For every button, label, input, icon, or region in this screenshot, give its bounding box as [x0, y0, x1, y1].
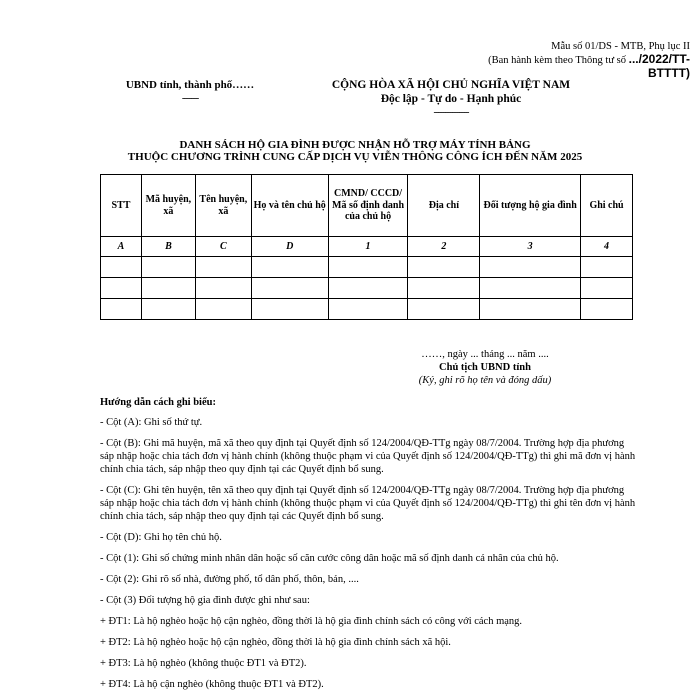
instruction-item: - Cột (1): Ghi số chứng minh nhân dân hoặc số căn cước công dân hoặc mã số định danh cá nhân của chủ hộ.	[100, 553, 559, 564]
signature-block	[400, 348, 570, 387]
table-cell	[251, 299, 328, 320]
column-code: 3	[480, 237, 581, 257]
instruction-item: - Cột (D): Ghi họ tên chủ hộ.	[100, 532, 222, 543]
header-stt: STT	[101, 175, 142, 237]
table-cell	[408, 278, 480, 299]
instruction-item: + ĐT1: Là hộ nghèo hoặc hộ cận nghèo, đồng thời là hộ gia đình chính sách có công với cách mạng.	[100, 616, 523, 627]
instruction-item: - Cột (2): Ghi rõ số nhà, đường phố, tổ dân phố, thôn, bản, ....	[100, 574, 359, 585]
table-cell	[141, 278, 195, 299]
national-motto-underline: ---------------	[433, 107, 469, 118]
table-cell	[480, 278, 581, 299]
column-code: A	[101, 237, 142, 257]
table-cell	[328, 257, 408, 278]
table-cell	[328, 278, 408, 299]
document-title	[80, 139, 630, 163]
instruction-item: - Cột (C): Ghi tên huyện, tên xã theo quy định tại Quyết định số 124/2004/QĐ-TTg ngày 08/7/2004. Trường hợp địa phương sáp nhập hoặc chia tách đơn vị hành chính (không thuộc phạm vi của Quyết định số 124/2004/QĐ-TTg) thì ghi tên đơn vị hành chính chia tách, sáp nhập theo quy định tại các Quyết định bổ sung.	[100, 485, 636, 522]
table-cell	[251, 257, 328, 278]
column-code: B	[141, 237, 195, 257]
table-cell	[101, 299, 142, 320]
table-row	[101, 299, 633, 320]
header-notes: Ghi chú	[581, 175, 633, 237]
table-header-row	[101, 175, 633, 237]
table-cell	[195, 257, 251, 278]
form-code-issuance	[470, 53, 690, 81]
header-district-commune-name: Tên huyện, xã	[195, 175, 251, 237]
instruction-item: - Cột (3) Đối tượng hộ gia đình được ghi như sau:	[100, 595, 310, 606]
form-code-issuance-prefix: (Ban hành kèm theo Thông tư số	[488, 55, 629, 66]
issuing-authority	[115, 78, 265, 106]
column-code: 2	[408, 237, 480, 257]
column-code: 4	[581, 237, 633, 257]
national-header	[320, 78, 582, 120]
table-cell	[141, 257, 195, 278]
column-code: 1	[328, 237, 408, 257]
table-cell	[480, 299, 581, 320]
signature-note: (Ký, ghi rõ họ tên và đóng dấu)	[418, 375, 552, 386]
header-address: Địa chỉ	[408, 175, 480, 237]
instruction-item: + ĐT3: Là hộ nghèo (không thuộc ĐT1 và ĐT2).	[100, 658, 307, 669]
table-row	[101, 278, 633, 299]
table-cell	[101, 257, 142, 278]
issuing-authority-name: UBND tỉnh, thành phố……	[125, 79, 255, 91]
table-cell	[195, 278, 251, 299]
header-household-head-name: Họ và tên chủ hộ	[251, 175, 328, 237]
table-cell	[408, 299, 480, 320]
column-code: D	[251, 237, 328, 257]
circular-reference: .../2022/TT-BTTTT)	[628, 52, 690, 80]
national-motto: Độc lập - Tự do - Hạnh phúc	[380, 93, 522, 105]
table-cell	[251, 278, 328, 299]
column-code-row	[101, 237, 633, 257]
signature-date: ……, ngày ... tháng ... năm ....	[421, 349, 549, 360]
document-title-line-2: THUỘC CHƯƠNG TRÌNH CUNG CẤP DỊCH VỤ VIỄN THÔNG CÔNG ÍCH ĐẾN NĂM 2025	[127, 151, 583, 163]
table-cell	[480, 257, 581, 278]
header-id-number: CMND/ CCCD/ Mã số định danh của chủ hộ	[328, 175, 408, 237]
instruction-item: + ĐT4: Là hộ cận nghèo (không thuộc ĐT1 và ĐT2).	[100, 679, 324, 690]
household-list-table	[100, 174, 633, 320]
form-code	[470, 40, 690, 81]
column-code: C	[195, 237, 251, 257]
signature-role: Chủ tịch UBND tỉnh	[439, 362, 531, 373]
table-cell	[581, 278, 633, 299]
header-household-category: Đối tượng hộ gia đình	[480, 175, 581, 237]
instruction-item: - Cột (B): Ghi mã huyện, mã xã theo quy định tại Quyết định số 124/2004/QĐ-TTg ngày 08/7/2004. Trường hợp địa phương sáp nhập hoặc chia tách đơn vị hành chính (không thuộc phạm vi của Quyết định số 124/2004/QĐ-TTg) thì ghi mã đơn vị hành chính chia tách, sáp nhập theo quy định tại các Quyết định bổ sung.	[100, 438, 636, 475]
table-cell	[408, 257, 480, 278]
header-district-commune-code: Mã huyện, xã	[141, 175, 195, 237]
instructions-title: Hướng dẫn cách ghi biểu:	[100, 397, 216, 408]
table-cell	[581, 299, 633, 320]
national-name: CỘNG HÒA XÃ HỘI CHỦ NGHĨA VIỆT NAM	[331, 79, 571, 91]
form-code-number: Mẫu số 01/DS - MTB, Phụ lục II	[551, 41, 690, 52]
table-cell	[195, 299, 251, 320]
table-cell	[581, 257, 633, 278]
table-cell	[328, 299, 408, 320]
table-row	[101, 257, 633, 278]
instruction-item: - Cột (A): Ghi số thứ tự.	[100, 417, 203, 428]
table-cell	[101, 278, 142, 299]
issuing-authority-underline: -------	[181, 93, 199, 104]
instructions-section	[100, 396, 640, 699]
instruction-item: + ĐT2: Là hộ nghèo hoặc hộ cận nghèo, đồng thời là hộ gia đình chính sách xã hội.	[100, 637, 451, 648]
table-cell	[141, 299, 195, 320]
document-title-line-1: DANH SÁCH HỘ GIA ĐÌNH ĐƯỢC NHẬN HỖ TRỢ MÁY TÍNH BẢNG	[179, 139, 531, 151]
